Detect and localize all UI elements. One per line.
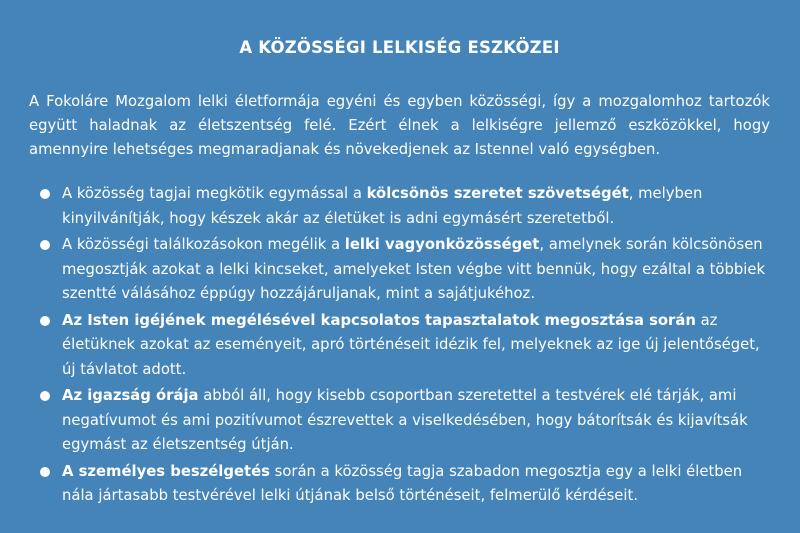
- bullet-icon: [40, 391, 50, 401]
- item-text-before: A közösség tagjai megkötik egymással a: [62, 185, 367, 202]
- bullet-icon: [40, 467, 50, 477]
- item-text-after: abból áll, hogy kisebb csoportban szeretettel a testvérek elé tárják, ami negatívumot és ami pozitívumot észrevettek a viselkedésében, hogy bátorítsák és kijavítsák egymást az életszentség útján.: [62, 387, 748, 453]
- item-text-after: az életüknek azokat az eseményeit, apró történéseit idézik fel, melyeknek az ige új jelentőséget, új távlatot adott.: [62, 311, 760, 378]
- item-text-bold: Az Isten igéjének megélésével kapcsolatos tapasztalatok megosztása során: [62, 311, 696, 329]
- item-text-after: , amelynek során kölcsönösen megosztják azokat a lelki kincseket, amelyeket Isten végbe vitt bennük, hogy ezáltal a többiek szentté válásához éppúgy hozzájáruljanak, mint a sajátjukéhoz.: [62, 236, 766, 302]
- list-item: [29, 384, 770, 458]
- page-title: A KÖZÖSSÉGI LELKISÉG ESZKÖZEI: [239, 38, 560, 57]
- list-item: [29, 233, 770, 307]
- bullet-icon: [40, 240, 50, 250]
- item-text-after: , melyben kinyilvánítják, hogy készek akár az életüket is adni egymásért szeretetből.: [62, 185, 703, 227]
- item-text-bold: kölcsönös szeretet szövetségét: [366, 185, 629, 202]
- tools-list: [29, 182, 770, 509]
- item-text-before: A közösségi találkozásokon megélik a: [62, 236, 345, 253]
- intro-paragraph: A Fokoláre Mozgalom lelki életformája egyéni és egyben közösségi, így a mozgalomhoz tartozók együtt haladnak az életszentség felé. Ezért élnek a lelkiségre jellemző eszközökkel, hogy amennyire lehetséges megmaradjanak és növekedjenek az Istennel való egységben.: [29, 93, 770, 158]
- item-text-bold: A személyes beszélgetés: [62, 462, 270, 480]
- bullet-icon: [40, 316, 50, 326]
- list-item: [29, 182, 770, 231]
- item-text-bold: lelki vagyonközösséget: [344, 236, 540, 253]
- item-text-after: során a közösség tagja szabadon megosztja egy a lelki életben nála jártasabb testvérével lelki útjának belső történéseit, felmerülő kérdéseit.: [62, 462, 743, 504]
- list-item: [29, 309, 770, 383]
- bullet-icon: [40, 189, 50, 199]
- list-item: [29, 460, 770, 509]
- item-text-bold: Az igazság órája: [62, 387, 199, 404]
